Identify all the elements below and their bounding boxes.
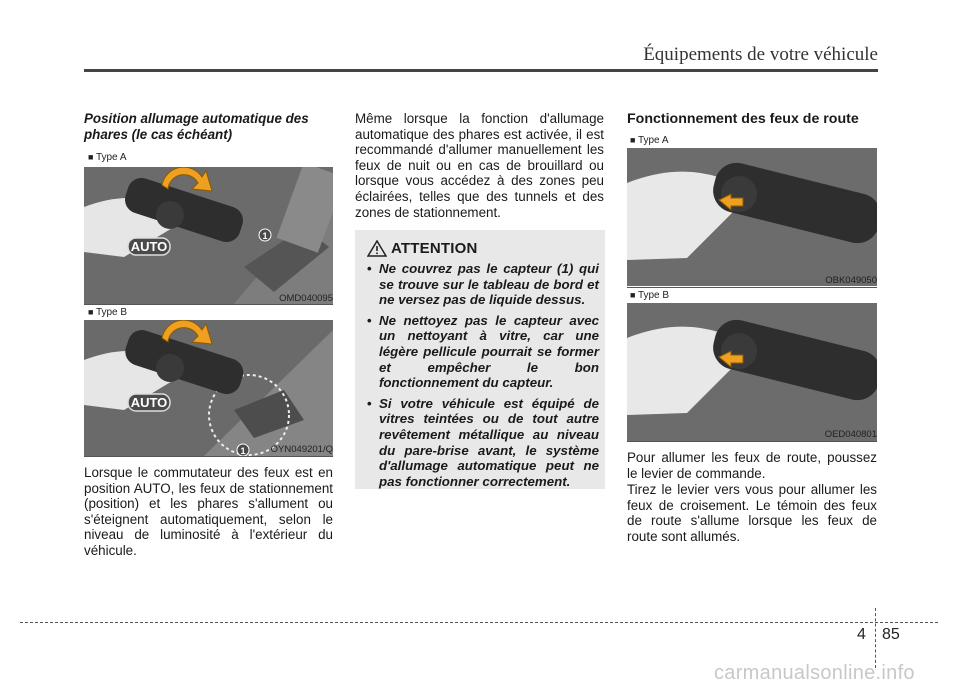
high-beam-heading: Fonctionnement des feux de route: [627, 111, 859, 127]
auto-callout: AUTO: [130, 239, 168, 254]
figure-a-type-label: ■ Type A: [88, 152, 127, 163]
figure-bottom-rule: [627, 441, 877, 442]
sensor-callout-1: 1: [240, 446, 246, 456]
figure-a-code: OMD040095: [279, 293, 333, 304]
figure-d-high-beam-photo: [627, 303, 877, 441]
header-rule: [84, 69, 878, 72]
chapter-title: Équipements de votre véhicule: [643, 44, 878, 65]
auto-headlamp-paragraph: Lorsque le commutateur des feux est en position AUTO, les feux de stationnement (position) et les phares s'allument ou s'éteignent automatiquement, selon le niveau de luminosité à l'extérieur du véhicule.: [84, 465, 333, 558]
figure-d-code: OED040801: [824, 429, 877, 440]
figure-c-code: OBK049050: [825, 275, 877, 286]
figure-divider: [627, 287, 877, 288]
footer-dashed-rule: [20, 622, 938, 623]
attention-title: ATTENTION: [391, 240, 478, 257]
figure-c-high-beam-photo: [627, 148, 877, 286]
attention-item: • Si votre véhicule est équipé de vitres teintées ou de tout autre revêtement métallique au niveau du pare-brise avant, le système d'allumage automatique peut ne pas fonctionner correctement.: [363, 396, 599, 490]
attention-item: • Ne couvrez pas le capteur (1) qui se trouve sur le tableau de bord et ne versez pas de liquide dessus.: [363, 261, 599, 308]
figure-a-auto-switch-photo: [84, 167, 333, 304]
figure-b-type-label: ■ Type B: [88, 307, 127, 318]
figure-c-type-label: ■ Type A: [630, 135, 669, 146]
watermark: carmanualsonline.info: [714, 662, 915, 684]
figure-b-auto-switch-photo: [84, 320, 333, 456]
manual-lights-paragraph: Même lorsque la fonction d'allumage automatique des phares est activée, il est recommandé d'allumer manuellement les feux de nuit ou en cas de brouillard ou lorsque vous accédez à des zones peu éclairées, telles que des tunnels et des zones de stationnement.: [355, 111, 604, 220]
auto-callout: AUTO: [130, 395, 168, 410]
footer-vertical-rule: [875, 608, 876, 668]
figure-b-code: OYN049201/Q: [270, 444, 333, 455]
page-number: 85: [882, 626, 900, 643]
attention-list: [363, 261, 599, 494]
sensor-callout-1: 1: [262, 231, 268, 241]
warning-triangle-icon: [367, 240, 387, 262]
figure-d-type-label: ■ Type B: [630, 290, 669, 301]
attention-item: • Ne nettoyez pas le capteur avec un nettoyant à vitre, car une légère pellicule pourrait se former et empêcher le bon fonctionnement du capteur.: [363, 313, 599, 391]
figure-divider: [84, 304, 333, 305]
auto-headlamp-heading: Position allumage automatique des phares (le cas échéant): [84, 111, 309, 142]
high-beam-paragraph-2: Tirez le levier vers vous pour allumer les feux de croisement. Le témoin des feux de route s'allume lorsque les feux de route sont allumés.: [627, 482, 877, 544]
chapter-number: 4: [857, 626, 866, 643]
attention-box: [355, 230, 605, 489]
figure-bottom-rule: [84, 456, 333, 457]
high-beam-paragraph-1: Pour allumer les feux de route, poussez le levier de commande.: [627, 450, 877, 481]
